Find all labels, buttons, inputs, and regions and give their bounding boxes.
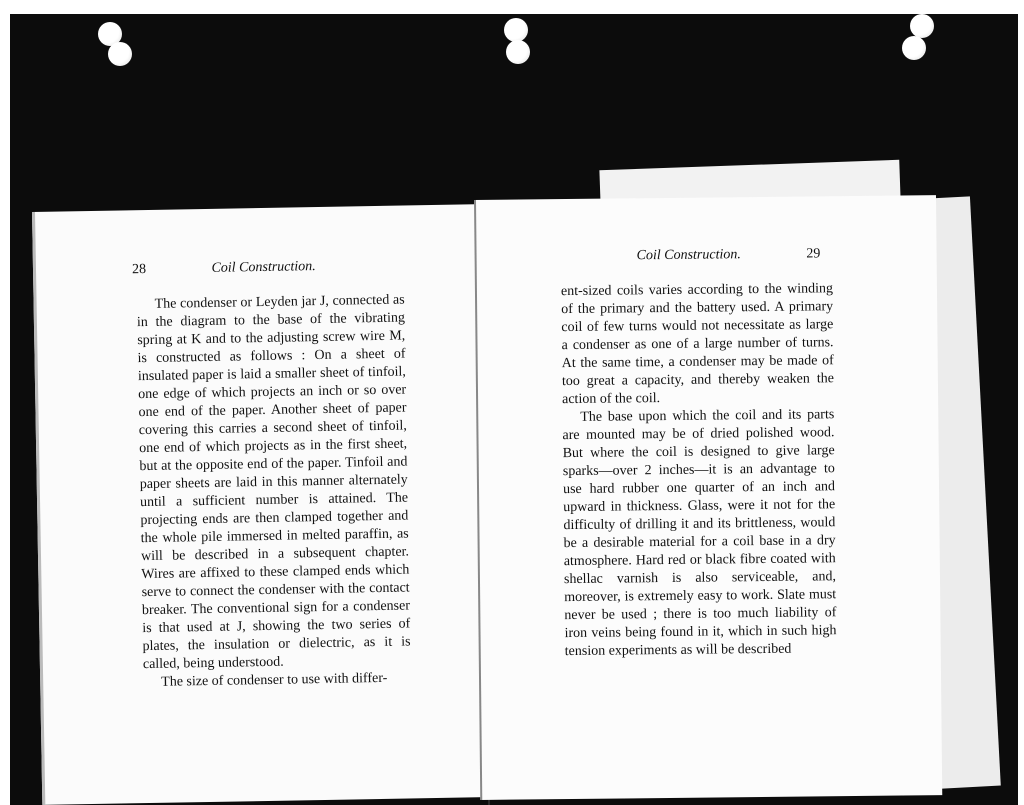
page-number: 28 [131,262,147,278]
pushpin-icon [108,42,132,66]
left-page [32,204,485,805]
right-page [474,195,942,800]
page-number: 29 [806,246,821,262]
pushpin-icon [910,14,934,38]
left-page-body [136,292,411,693]
pushpin-icon [902,36,926,60]
right-page-header [637,245,937,264]
right-page-body [561,280,837,661]
paragraph: The condenser or Leyden jar J, connected as in the diagram to the base of the vibrating spring at K and to the adjusting screw wire M, is constructed as follows : On a sheet of insulated paper is laid a smaller sheet of tinfoil, one edge of which projects an inch or so over one end of the paper. Another sheet of paper covering this carries a second sheet of tinfoil, one end of which projects as in the first sheet, but at the opposite end of the paper. Tinfoil and paper sheets are laid in this manner alternately until a sufficient number is attained. The projecting ends are then clamped together and the whole pile immersed in melted paraffin, as will be described in a subsequent chapter. Wires are affixed to these clamped ends which serve to connect the condenser with the contact breaker. The conventional sign for a condenser is that used at J, showing the two series of plates, the insulation or dielectric, as it is called, being understood. [136,292,411,673]
pushpin-icon [506,40,530,64]
left-page-header [132,257,432,278]
paragraph: The base upon which the coil and its parts are mounted may be of dried polished wood. But where the coil is designed to give large sparks—over 2 inches—it is an advantage to use hard rubber one quarter of an inch and upward in thickness. Glass, were it not for the difficulty of drilling it and its brittleness, would be a desirable material for a coil base in a dry atmosphere. Hard red or black fibre coated with shellac varnish is also serviceable, and, moreover, is extremely easy to work. Slate must never be used ; there is too much liability of iron veins being found in it, which in such high tension experiments as will be described [562,407,837,660]
paragraph: ent-sized coils varies according to the winding of the primary and the battery used. A primary coil of few turns would not necessitate as large a condenser as one of a large number of turns. At the same time, a condenser may be made of too great a capacity, and thereby weaken the action of the coil. [560,281,834,408]
pushpin-icon [504,18,528,42]
running-title: Coil Construction. [636,247,741,264]
paragraph: The size of condenser to use with differ- [161,670,388,690]
running-title: Coil Construction. [211,259,316,276]
